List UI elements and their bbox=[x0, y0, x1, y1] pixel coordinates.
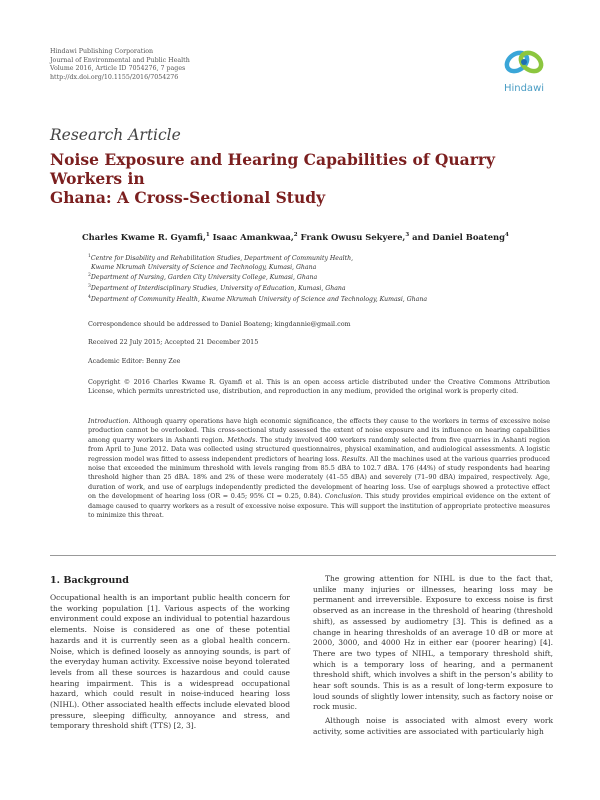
body-column-right bbox=[313, 574, 553, 738]
abstract-conclusion-label: Conclusion. bbox=[324, 492, 363, 501]
body-column-left bbox=[50, 593, 290, 732]
paragraph: Although noise is associated with almost every work activity, some activities are associated with particularly high bbox=[313, 716, 553, 736]
article-type: Research Article bbox=[50, 126, 181, 144]
author: Charles Kwame R. Gyamfi, bbox=[82, 232, 206, 242]
received-dates: Received 22 July 2015; Accepted 21 December 2015 bbox=[88, 338, 259, 346]
abstract-results-label: Results. bbox=[341, 454, 368, 463]
journal-name: Journal of Environmental and Public Health bbox=[50, 56, 190, 64]
title-line-2: Ghana: A Cross-Sectional Study bbox=[50, 188, 326, 207]
correspondence: Correspondence should be addressed to Daniel Boateng; kingdannie@gmail.com bbox=[88, 320, 351, 328]
publisher: Hindawi Publishing Corporation bbox=[50, 48, 154, 55]
affiliation: Kwame Nkrumah University of Science and Technology, Kumasi, Ghana bbox=[91, 263, 317, 271]
section-heading: 1. Background bbox=[50, 575, 129, 586]
volume-info: Volume 2016, Article ID 7054276, 7 pages bbox=[50, 65, 186, 73]
affiliation: $^3$Department of Interdisciplinary Studies, University of Education, Kumasi, Ghana bbox=[88, 283, 346, 292]
abstract: Introduction. Although quarry operations have high economic significance, the effects they cause to the workers in terms of excessive noise production cannot be overlooked. This cross-sectional study assessed the extent of noise exposure and its influence on hearing capabilities among quarry workers in Ashanti region. Methods. The study involved 400 workers randomly selected from five quarries in Ashanti region from April to June 2012. Data was collected using structured questionnaires, physical examination, and audiological assessments. A logistic regression model was fitted to assess independent predictors of hearing loss. Results. All the machines used at the various quarries produced noise that exceeded the minimum threshold with levels ranging from 85.5 dBA to 102.7 dBA. 176 (44%) of study respondents had hearing threshold higher than 25 dBA. 18% and 2% of these were moderately (41–55 dBA) and severely (71–90 dBA) impaired, respectively. Age, duration of work, and use of earplugs independently predicted the development of hearing loss. Use of earplugs showed a protective effect on the development of hearing loss (OR = 0.45; 95% CI = 0.25, 0.84). Conclusion. This study provides empirical evidence on the extent of damage caused to quarry workers as a result of excessive noise exposure. This will support the institution of appropriate protective measures to minimize this threat. bbox=[88, 417, 550, 520]
abstract-intro-label: Introduction. bbox=[88, 417, 131, 425]
abstract-methods-label: Methods. bbox=[227, 435, 258, 444]
hindawi-logo bbox=[494, 44, 554, 94]
author-list: Charles Kwame R. Gyamfi,$^1$ Isaac Amankwaa,$^2$ Frank Owusu Sekyere,$^3$ and Daniel Boateng$^4$ bbox=[82, 232, 509, 242]
paragraph: The growing attention for NIHL is due to the fact that, unlike many injuries or illnesses, hearing loss may be permanent and irreversible. Exposure to excess noise is first observed as an increase in the threshold of hearing (threshold shift), as assessed by audiometry [3]. This is defined as a change in hearing thresholds of an average 10 dB or more at 2000, 3000, and 4000 Hz in either ear (poorer hearing) [4]. There are two types of NIHL, a temporary threshold shift, which is a temporary loss of hearing, and a permanent threshold shift, which involves a shift in the person’s ability to hear soft sounds. This is as a result of long-term exposure to loud sounds of slightly lower intensity, such as factory noise or rock music. bbox=[313, 574, 553, 712]
author: and Daniel Boateng bbox=[412, 232, 505, 242]
article-title bbox=[50, 150, 560, 207]
title-line-1: Noise Exposure and Hearing Capabilities of Quarry Workers in bbox=[50, 150, 496, 188]
copyright-notice: Copyright © 2016 Charles Kwame R. Gyamfi et al. This is an open access article distributed under the Creative Commons Attribution License, which permits unrestricted use, distribution, and reproduction in any medium, provided the original work is properly cited. bbox=[88, 378, 550, 395]
doi-link[interactable]: http://dx.doi.org/10.1155/2016/7054276 bbox=[50, 73, 179, 81]
author: Isaac Amankwaa, bbox=[212, 232, 294, 242]
academic-editor: Academic Editor: Benny Zee bbox=[88, 357, 181, 365]
section-divider bbox=[50, 555, 556, 556]
logo-text: Hindawi bbox=[503, 83, 545, 94]
hindawi-logo-icon bbox=[501, 44, 547, 84]
affiliation: $^4$Department of Community Health, Kwame Nkrumah University of Science and Technology, Kumasi, Ghana bbox=[88, 294, 428, 303]
affiliations bbox=[88, 253, 558, 304]
author: Frank Owusu Sekyere, bbox=[300, 232, 406, 242]
affiliation: $^2$Department of Nursing, Garden City University College, Kumasi, Ghana bbox=[88, 273, 318, 282]
journal-header bbox=[50, 48, 190, 82]
paragraph: Occupational health is an important public health concern for the working population [1]. Various aspects of the working environment could expose an individual to potential hazardous elements. Noise is considered as one of these potential hazards and it is currently seen as a global health concern. Noise, which is defined loosely as annoying sounds, is part of the everyday human activity. Excessive noise beyond tolerated levels from all these sources is hazardous and could cause hearing impairment. This is a widespread occupational hazard, which could result in noise-induced hearing loss (NIHL). Other associated health effects include elevated blood pressure, sleeping difficulty, annoyance and stress, and temporary threshold shift (TTS) [2, 3]. bbox=[50, 593, 290, 731]
affiliation: $^1$Centre for Disability and Rehabilitation Studies, Department of Community Health, bbox=[88, 254, 354, 263]
